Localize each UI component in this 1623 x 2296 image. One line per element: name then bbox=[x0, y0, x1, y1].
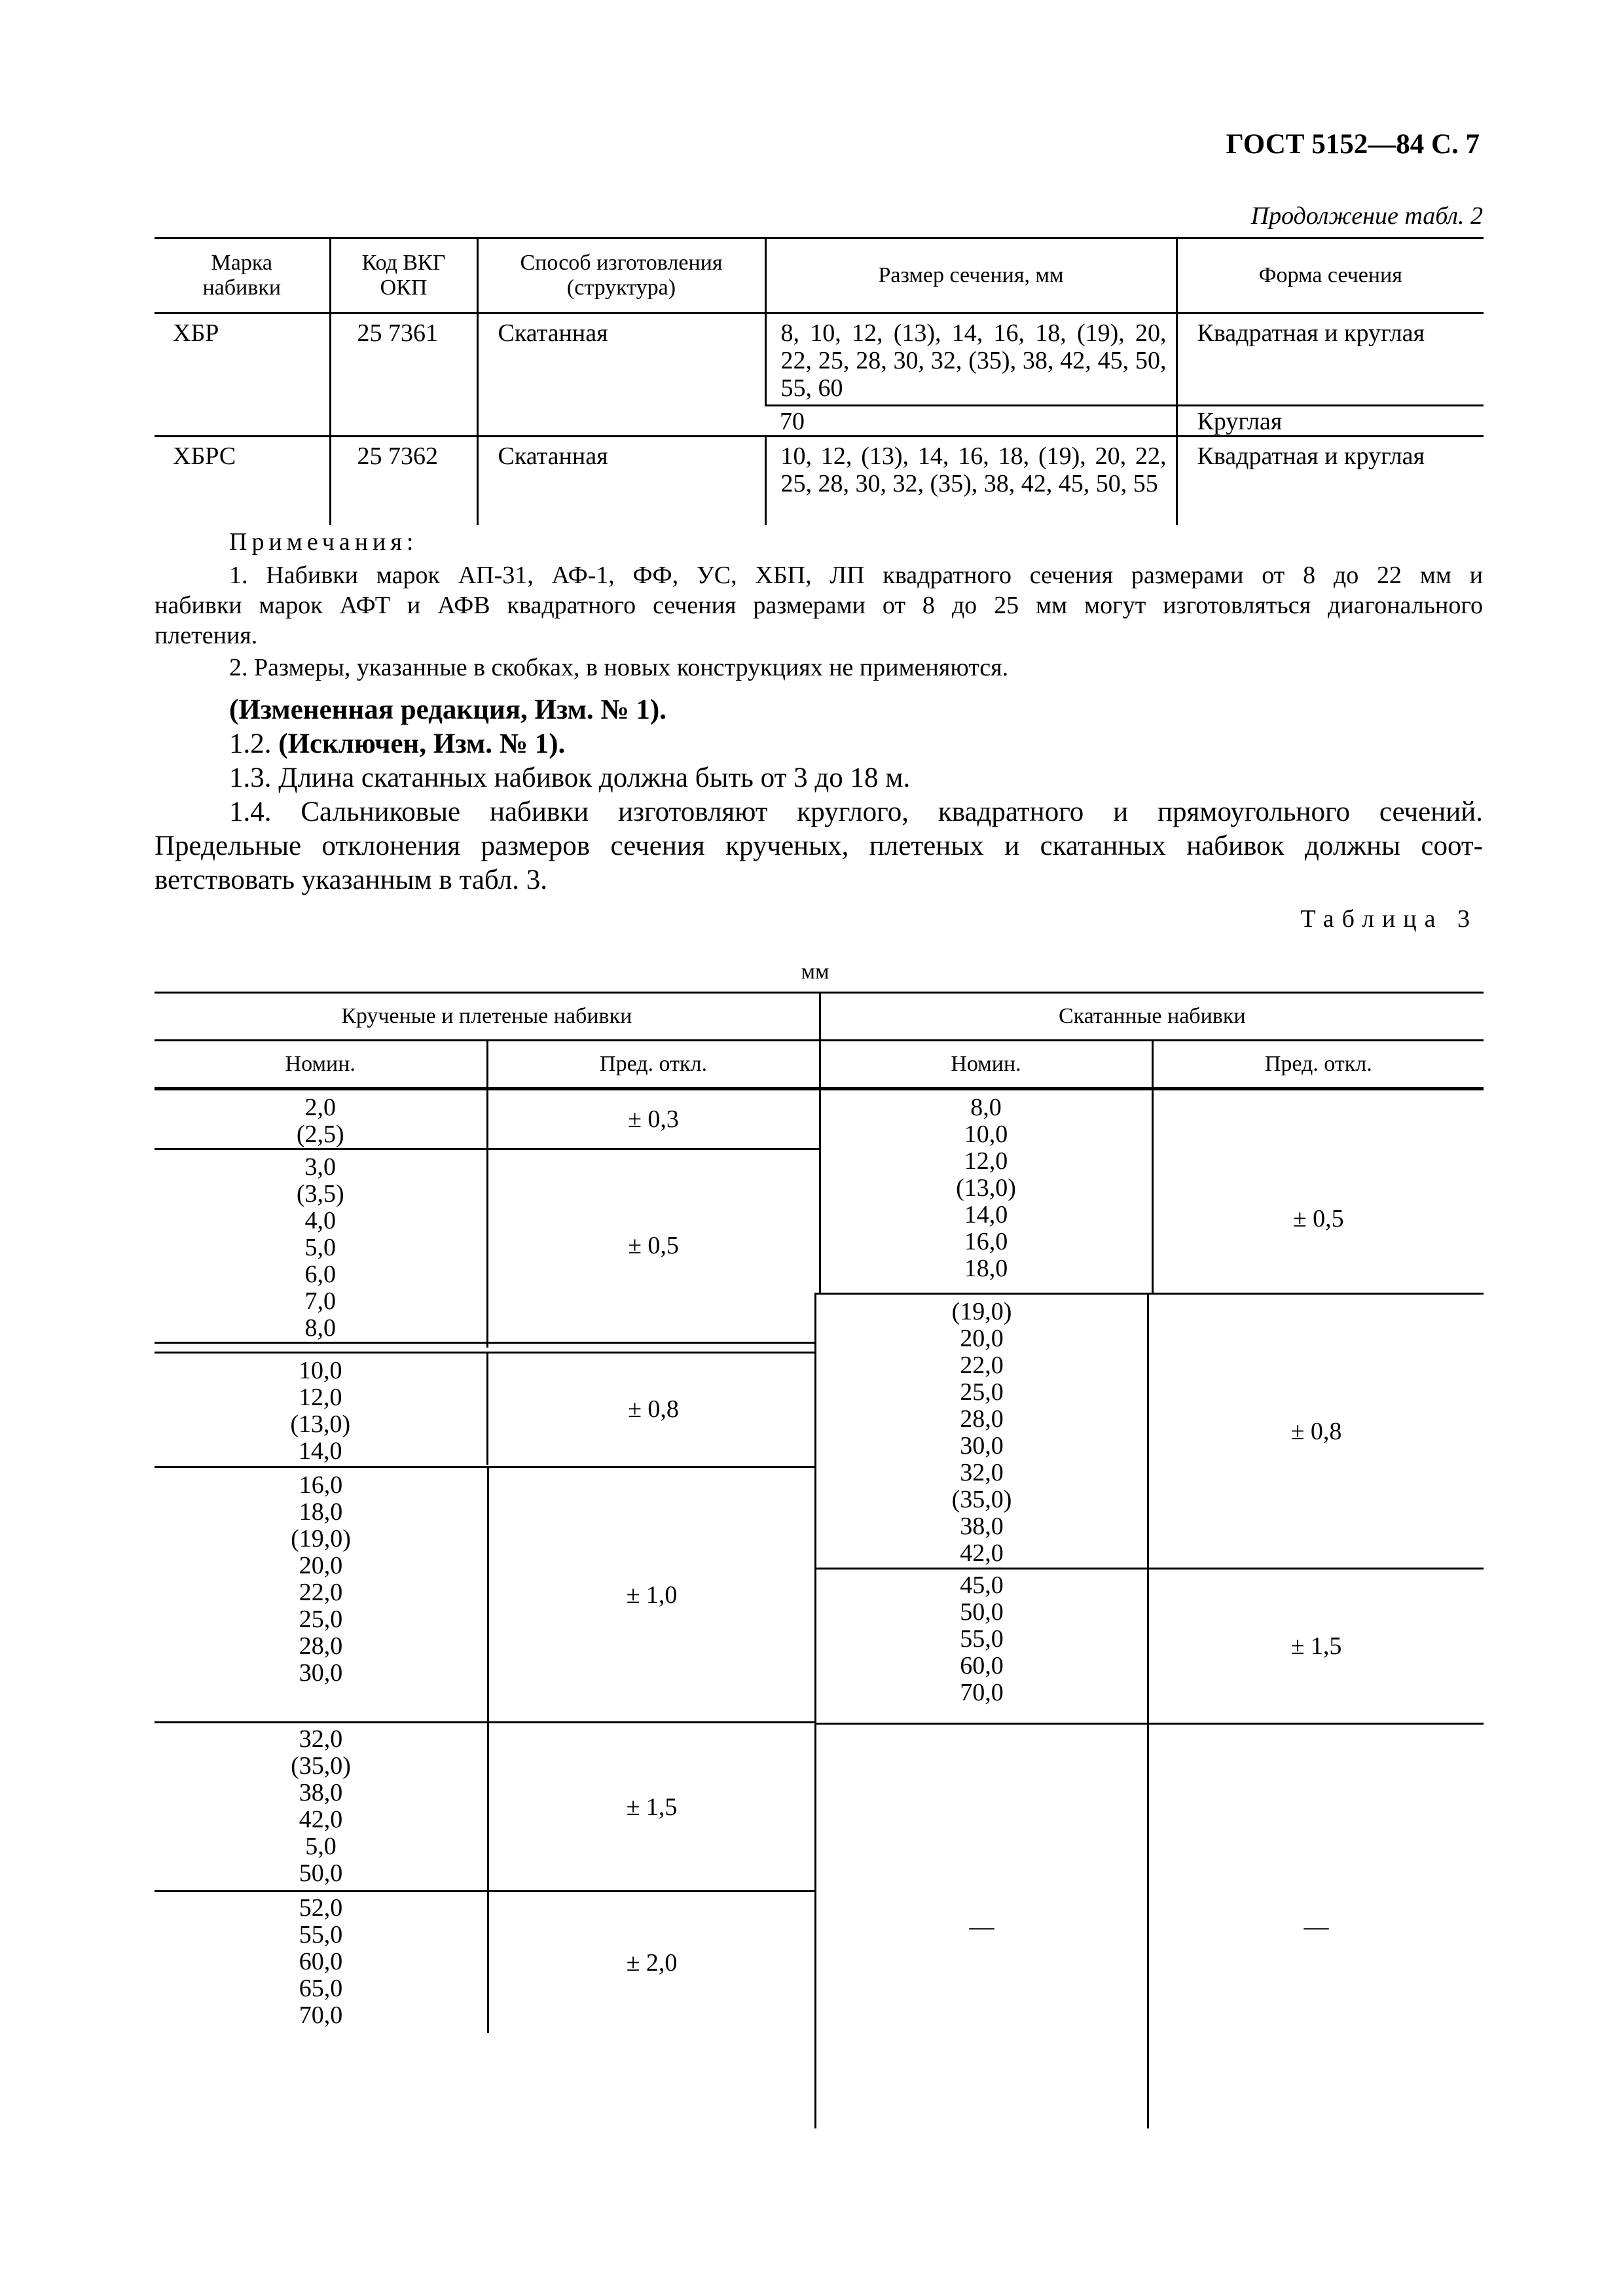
nominal-value: 12,0 bbox=[299, 1384, 342, 1411]
nominal-value: 14,0 bbox=[964, 1201, 1008, 1229]
deviation-cell: ± 0,5 bbox=[487, 1149, 820, 1343]
nominal-value: 60,0 bbox=[299, 1948, 343, 1975]
shape-cell: Круглая bbox=[1176, 406, 1484, 437]
nominal-value: 32,0 bbox=[299, 1725, 343, 1753]
nominal-value: (2,5) bbox=[296, 1121, 344, 1148]
nominal-value: (13,0) bbox=[956, 1174, 1016, 1202]
deviation-cell: ± 1,0 bbox=[487, 1466, 814, 1721]
nominal-value: (19,0) bbox=[951, 1298, 1012, 1325]
nominal-value: 70,0 bbox=[960, 1679, 1004, 1706]
nominal-value: 30,0 bbox=[960, 1432, 1004, 1460]
nominal-value: 50,0 bbox=[960, 1598, 1004, 1626]
nominal-value: 20,0 bbox=[960, 1325, 1004, 1352]
nominal-group-cell: — bbox=[814, 1723, 1147, 2128]
amended-edition-note: (Измененная редакция, Изм. № 1). bbox=[229, 694, 666, 725]
deviation-cell-spacer bbox=[487, 1343, 820, 1348]
size-cell: 10, 12, (13), 14, 16, 18, (19), 20, 22, 25, 28, 30, 32, (35), 38, 42, 45, 50, 55 bbox=[765, 437, 1176, 526]
page-header: ГОСТ 5152—84 С. 7 bbox=[1226, 129, 1480, 160]
nominal-value: 55,0 bbox=[960, 1625, 1004, 1653]
nominal-value: 38,0 bbox=[960, 1513, 1004, 1540]
nominal-value: 3,0 bbox=[304, 1153, 336, 1181]
clause-1-2 bbox=[229, 728, 565, 760]
table-continuation-label: Продолжение табл. 2 bbox=[1250, 202, 1483, 230]
deviation-cell: ± 0,5 bbox=[1152, 1089, 1484, 1348]
deviation-cell: — bbox=[1147, 1723, 1484, 2128]
nominal-value: 6,0 bbox=[304, 1261, 336, 1288]
col-header-deviation: Пред. откл. bbox=[1152, 1041, 1484, 1089]
nominal-value: (35,0) bbox=[291, 1752, 351, 1780]
nominal-value: (3,5) bbox=[296, 1180, 344, 1208]
nominal-value: 28,0 bbox=[960, 1405, 1004, 1433]
nominal-value: 14,0 bbox=[299, 1437, 342, 1465]
nominal-group-cell bbox=[814, 1293, 1147, 1568]
note-1-line-2: набивки марок АФТ и АФВ квадратного сечения размерами от 8 до 25 мм могут изготовляться диагонального bbox=[155, 592, 1483, 619]
nominal-value: 12,0 bbox=[964, 1147, 1008, 1175]
deviation-cell: ± 2,0 bbox=[487, 1890, 814, 2033]
nominal-value: 16,0 bbox=[964, 1228, 1008, 1255]
nominal-value: 16,0 bbox=[299, 1471, 343, 1499]
clause-1-3: 1.3. Длина скатанных набивок должна быть от 3 до 18 м. bbox=[229, 762, 911, 793]
nominal-group-cell bbox=[814, 1568, 1147, 1723]
nominal-value: (35,0) bbox=[951, 1486, 1012, 1513]
nominal-value: 20,0 bbox=[299, 1552, 343, 1579]
nominal-value: 65,0 bbox=[299, 1975, 343, 2002]
nominal-value: (13,0) bbox=[290, 1410, 351, 1438]
nominal-value: (19,0) bbox=[291, 1525, 351, 1552]
nominal-value: 2,0 bbox=[304, 1094, 336, 1121]
nominal-value: 25,0 bbox=[299, 1605, 343, 1633]
nominal-value: 45,0 bbox=[960, 1571, 1004, 1599]
deviation-cell: ± 1,5 bbox=[487, 1721, 814, 1890]
col-header-brand: Марка набивки bbox=[155, 238, 330, 314]
nominal-value: 18,0 bbox=[964, 1255, 1008, 1282]
table-3-unit: мм bbox=[801, 960, 830, 984]
deviation-cell: ± 0,3 bbox=[487, 1089, 820, 1149]
notes-title: Примечания: bbox=[229, 528, 418, 556]
nominal-value: 60,0 bbox=[960, 1652, 1004, 1679]
nominal-group-cell bbox=[155, 1466, 487, 1721]
nominal-value: 30,0 bbox=[299, 1659, 343, 1687]
nominal-value: 32,0 bbox=[960, 1459, 1004, 1486]
table-row bbox=[155, 1089, 1484, 1149]
nominal-value: 5,0 bbox=[305, 1833, 337, 1860]
nominal-value: 55,0 bbox=[299, 1921, 343, 1948]
group-header-rolled: Скатанные набивки bbox=[820, 993, 1484, 1041]
col-header-shape: Форма сечения bbox=[1176, 238, 1484, 314]
deviation-cell: ± 0,8 bbox=[487, 1353, 820, 1465]
brand-cell: ХБР bbox=[173, 319, 219, 347]
nominal-value: 42,0 bbox=[299, 1806, 343, 1833]
col-header-nominal: Номин. bbox=[820, 1041, 1152, 1089]
nominal-value: 18,0 bbox=[299, 1498, 343, 1526]
code-cell: 25 7361 bbox=[330, 314, 477, 437]
nominal-value: 8,0 bbox=[970, 1094, 1002, 1121]
note-1-line-1: 1. Набивки марок АП-31, АФ-1, ФФ, УС, ХБП, ЛП квадратного сечения размерами от 8 до 22 мм и bbox=[229, 562, 1483, 589]
table-row bbox=[155, 314, 1484, 406]
clause-1-4-line-1: 1.4. Сальниковые набивки изготовляют круглого, квадратного и прямоугольного сечений. bbox=[229, 797, 1483, 827]
col-header-code: Код ВКГ ОКП bbox=[330, 238, 477, 314]
clause-1-4-line-3: ветствовать указанным в табл. 3. bbox=[155, 865, 547, 895]
nominal-value: 4,0 bbox=[304, 1207, 336, 1234]
nominal-value: 10,0 bbox=[299, 1357, 342, 1384]
nominal-value: 25,0 bbox=[960, 1378, 1004, 1406]
nominal-group-cell bbox=[155, 1089, 487, 1149]
size-cell: 8, 10, 12, (13), 14, 16, 18, (19), 20, 22, 25, 28, 30, 32, (35), 38, 42, 45, 50, 55, 60 bbox=[765, 314, 1176, 406]
col-header-method: Способ изготовления (структура) bbox=[477, 238, 765, 314]
nominal-value: 22,0 bbox=[299, 1579, 343, 1606]
nominal-group-cell bbox=[155, 1343, 487, 1348]
deviation-cell: ± 0,8 bbox=[1147, 1293, 1484, 1568]
nominal-value: 70,0 bbox=[299, 2001, 343, 2029]
col-header-deviation: Пред. откл. bbox=[487, 1041, 820, 1089]
nominal-group-cell bbox=[155, 1149, 487, 1343]
deviation-cell: ± 1,5 bbox=[1147, 1568, 1484, 1723]
clause-number: 1.2. bbox=[229, 728, 272, 759]
shape-cell: Квадратная и круглая bbox=[1176, 437, 1484, 526]
nominal-value: 7,0 bbox=[304, 1287, 336, 1315]
nominal-value: 8,0 bbox=[304, 1314, 336, 1342]
nominal-group-cell bbox=[155, 1721, 487, 1890]
table-row bbox=[155, 437, 1484, 526]
brand-cell: ХБРС bbox=[155, 437, 330, 526]
clause-1-4-line-2: Предельные отклонения размеров сечения крученых, плетеных и скатанных набивок должны соот- bbox=[155, 831, 1483, 861]
group-header-twisted-braided: Крученые и плетеные набивки bbox=[155, 993, 820, 1041]
table-2-continuation bbox=[155, 237, 1484, 525]
clause-text: (Исключен, Изм. № 1). bbox=[278, 728, 566, 759]
nominal-value: 22,0 bbox=[960, 1352, 1004, 1379]
size-cell: 70 bbox=[765, 406, 1176, 437]
note-1-line-3: плетения. bbox=[155, 622, 258, 649]
nominal-group-cell bbox=[155, 1890, 487, 2033]
nominal-value: 5,0 bbox=[304, 1234, 336, 1261]
note-2: 2. Размеры, указанные в скобках, в новых конструкциях не применяются. bbox=[229, 654, 1009, 681]
nominal-value: 52,0 bbox=[299, 1894, 343, 1922]
col-header-size: Размер сечения, мм bbox=[765, 238, 1176, 314]
nominal-value: 42,0 bbox=[960, 1539, 1004, 1567]
nominal-value: 10,0 bbox=[964, 1121, 1008, 1148]
nominal-value: 28,0 bbox=[299, 1632, 343, 1660]
code-cell: 25 7362 bbox=[330, 437, 477, 526]
nominal-value: 38,0 bbox=[299, 1779, 343, 1806]
table-3-title: Таблица 3 bbox=[1300, 905, 1478, 933]
col-header-nominal: Номин. bbox=[155, 1041, 487, 1089]
nominal-group-cell bbox=[155, 1353, 487, 1465]
shape-cell: Квадратная и круглая bbox=[1176, 314, 1484, 406]
method-cell: Скатанная bbox=[477, 437, 765, 526]
nominal-value: 50,0 bbox=[299, 1859, 343, 1887]
method-cell: Скатанная bbox=[477, 314, 765, 437]
